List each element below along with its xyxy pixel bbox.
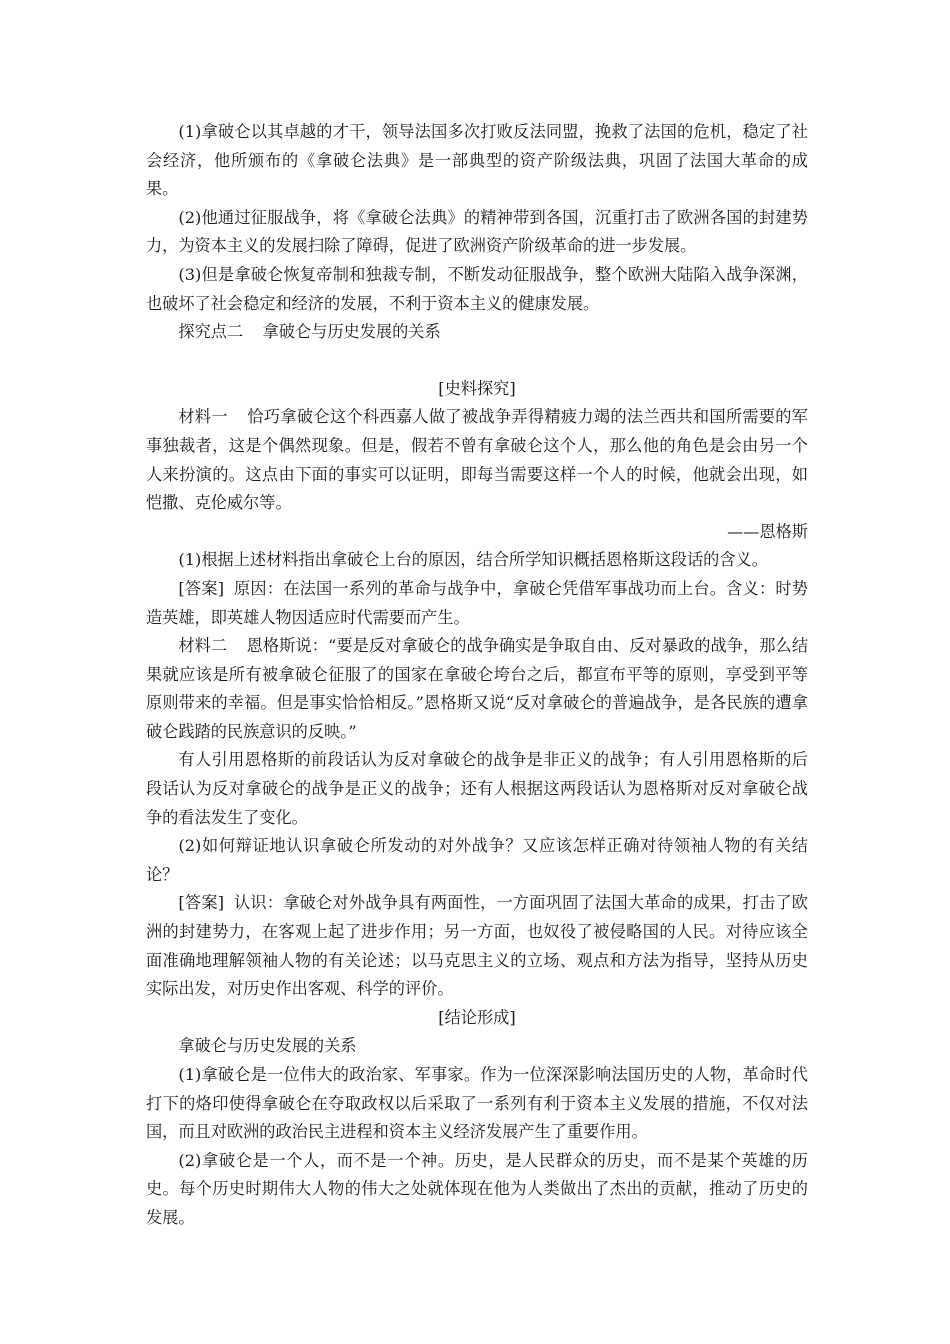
- material-one: [146, 403, 808, 517]
- section-heading: [146, 318, 808, 347]
- inquiry-heading: [史料探究]: [438, 378, 516, 398]
- answer-one-tag: [答案]: [178, 578, 225, 598]
- question-two: (2)如何辩证地认识拿破仑所发动的对外战争？又应该怎样正确对待领袖人物的有关结论？: [146, 836, 808, 884]
- conclusion-point-1: (1)拿破仑是一位伟大的政治家、军事家。作为一位深深影响法国历史的人物，革命时代打下的烙印使得拿破仑在夺取政权以后采取了一系列有利于资本主义发展的措施，不仅对法国，而且对欧洲的政治民主进程和资本主义经济发展产生了重要作用。: [146, 1065, 808, 1142]
- section-title: 拿破仑与历史发展的关系: [262, 322, 441, 342]
- document-page: [146, 118, 808, 1233]
- answer-one: [146, 575, 808, 632]
- spacer: [146, 347, 808, 375]
- material-one-label: 材料一: [178, 407, 228, 427]
- intro-point-2: (2)他通过征服战争，将《拿破仑法典》的精神带到各国，沉重打击了欧洲各国的封建势力，为资本主义的发展扫除了障碍，促进了欧洲资产阶级革命的进一步发展。: [146, 207, 808, 256]
- conclusion-heading: [结论形成]: [438, 1007, 516, 1027]
- section-label: 探究点二: [178, 322, 244, 342]
- question-one: (1)根据上述材料指出拿破仑上台的原因，结合所学知识概括恩格斯这段话的含义。: [178, 550, 768, 570]
- answer-two-tag: [答案]: [178, 893, 225, 913]
- intro-point-3: (3)但是拿破仑恢复帝制和独裁专制，不断发动征服战争，整个欧洲大陆陷入战争深渊，也破坏了社会稳定和经济的发展，不利于资本主义的健康发展。: [146, 264, 808, 313]
- intro-point-1: (1)拿破仑以其卓越的才干，领导法国多次打败反法同盟，挽救了法国的危机，稳定了社会经济，他所颁布的《拿破仑法典》是一部典型的资产阶级法典，巩固了法国大革命的成果。: [146, 122, 808, 199]
- answer-two: [146, 889, 808, 1003]
- answer-one-text: 原因：在法国一系列的革命与战争中，拿破仑凭借军事战功而上台。含义：时势造英雄，即英雄人物因适应时代需要而产生。: [146, 578, 808, 627]
- answer-two-text: 认识：拿破仑对外战争具有两面性，一方面巩固了法国大革命的成果，打击了欧洲的封建势力，在客观上起了进步作用；另一方面，也奴役了被侵略国的人民。对待应该全面准确地理解领袖人物的有关论述；以马克思主义的立场、观点和方法为指导，坚持从历史实际出发，对历史作出客观、科学的评价。: [146, 893, 808, 999]
- material-two-text: 恩格斯说：“要是反对拿破仑的战争确实是争取自由、反对暴政的战争，那么结果就应该是所有被拿破仑征服了的国家在拿破仑垮台之后，都宣布平等的原则，享受到平等原则带来的幸福。但是事实恰恰相反。”恩格斯又说“反对拿破仑的普遍战争，是各民族的遭拿破仑践踏的民族意识的反映。”: [146, 636, 809, 741]
- material-two: [146, 632, 808, 746]
- material-two-followup: 有人引用恩格斯的前段话认为反对拿破仑的战争是非正义的战争；有人引用恩格斯的后段话认为反对拿破仑的战争是正义的战争；还有人根据这两段话认为恩格斯对反对拿破仑战争的看法发生了变化。: [146, 750, 808, 827]
- conclusion-title: 拿破仑与历史发展的关系: [178, 1036, 357, 1056]
- material-two-label: 材料二: [178, 636, 228, 656]
- material-one-text: 恰巧拿破仑这个科西嘉人做了被战争弄得精疲力竭的法兰西共和国所需要的军事独裁者，这是个偶然现象。但是，假若不曾有拿破仑这个人，那么他的角色是会由另一个人来扮演的。这点由下面的事实可以证明，即每当需要这样一个人的时候，他就会出现，如恺撒、克伦威尔等。: [146, 407, 808, 513]
- conclusion-point-2: (2)拿破仑是一个人，而不是一个神。历史，是人民群众的历史，而不是某个英雄的历史。每个历史时期伟大人物的伟大之处就体现在他为人类做出了杰出的贡献，推动了历史的发展。: [146, 1150, 808, 1227]
- material-one-attribution: ——恩格斯: [727, 521, 808, 541]
